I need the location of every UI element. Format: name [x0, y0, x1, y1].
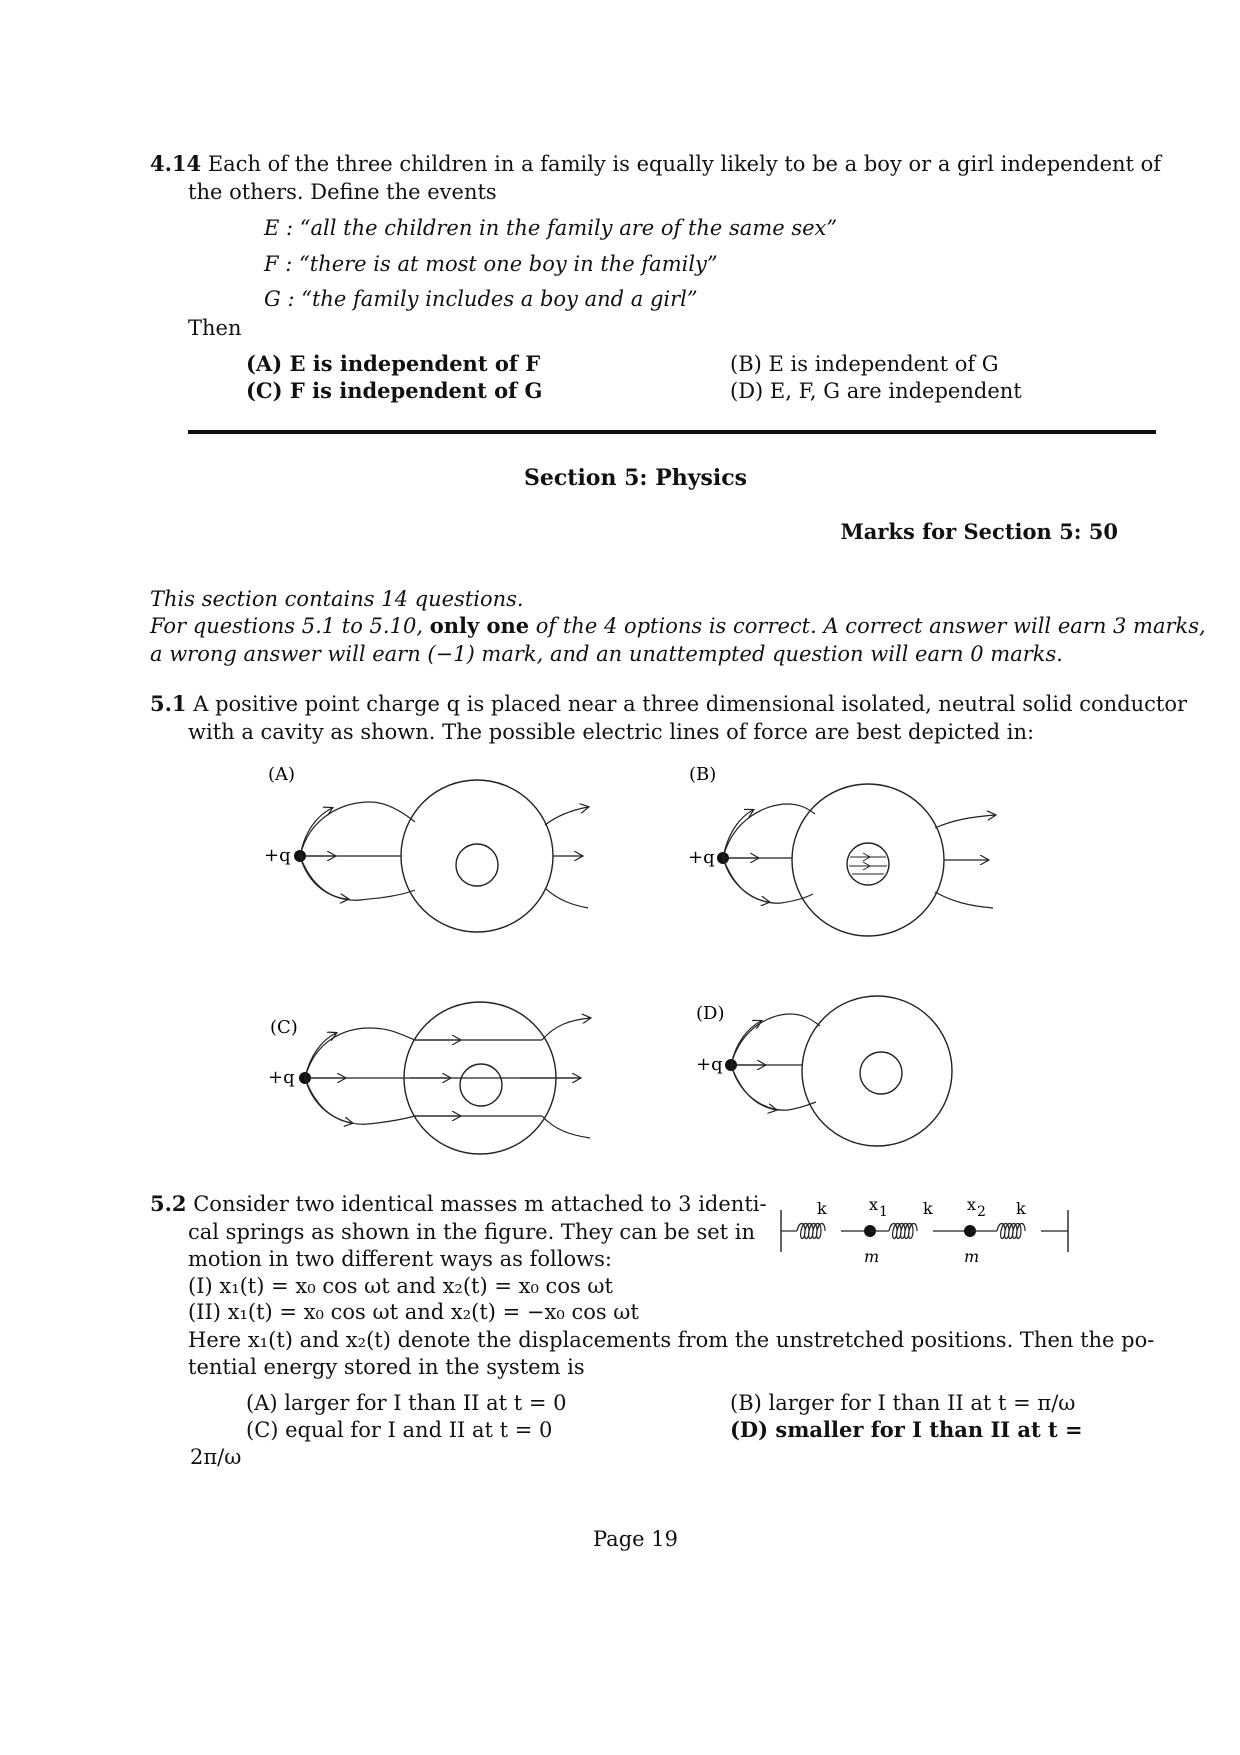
q414-option-c [246, 377, 542, 405]
cavity [860, 1052, 902, 1094]
field-line-arrow [545, 807, 588, 825]
spring-2 [889, 1224, 917, 1239]
q52-mode-2: (II) x₁(t) = x₀ cos ωt and x₂(t) = −x₀ cos ωt [188, 1300, 639, 1324]
cavity [456, 844, 498, 886]
charge-label: +q [268, 1067, 295, 1088]
event-label: F : [264, 252, 293, 276]
q52-option-a: (A) larger for I than II at t = 0 [246, 1391, 567, 1415]
field-line-arrow [300, 856, 348, 899]
q52-text-line1: Consider two identical masses m attached to 3 identi- [193, 1192, 767, 1216]
spring-constant-label: k [923, 1199, 933, 1218]
field-line-arrow [731, 1021, 761, 1065]
q414-line2: the others. Define the events [188, 180, 497, 204]
event-label: G : [264, 287, 295, 311]
section-instruction-1: This section contains 14 questions. [150, 587, 524, 611]
q52-line3: motion in two different ways as follows: [188, 1247, 612, 1271]
field-line-arrow [542, 1018, 590, 1040]
instr2-bold: only one [429, 613, 530, 638]
page-number: Page 19 [593, 1527, 678, 1551]
field-line [300, 856, 415, 900]
instr2-pre: For questions 5.1 to 5.10, [150, 614, 423, 638]
event-text: “all the children in the family are of the same sex” [299, 216, 838, 240]
event-text: “the family includes a boy and a girl” [301, 287, 698, 311]
q52-line7: tential energy stored in the system is [188, 1355, 585, 1379]
q414-number: 4.14 [150, 151, 202, 176]
spring-1 [797, 1224, 825, 1239]
figure-c-label: (C) [270, 1017, 298, 1038]
option-label: (D) [730, 379, 764, 403]
q414-event-g [264, 285, 698, 313]
instr2-post: of the 4 options is correct. A correct answer will earn 3 marks, [535, 614, 1206, 638]
field-line [300, 802, 415, 856]
q52-line6: Here x₁(t) and x₂(t) denote the displacements from the unstretched positions. Then the po- [188, 1328, 1155, 1352]
q414-event-e [264, 214, 837, 242]
figure-d [690, 990, 990, 1170]
figure-d-label: (D) [696, 1003, 725, 1024]
field-line [305, 1078, 415, 1124]
spring-mass-figure [775, 1196, 1080, 1268]
q52-option-b: (B) larger for I than II at t = π/ω [730, 1391, 1076, 1415]
cavity [847, 843, 889, 885]
displacement-label-x1: x1 [869, 1196, 888, 1220]
option-label: (C) [246, 378, 283, 403]
displacement-label-x2: x2 [967, 1196, 986, 1220]
figure-b [685, 760, 1025, 970]
conductor [401, 780, 553, 932]
spring-constant-label: k [1016, 1199, 1026, 1218]
option-label: (A) [246, 351, 283, 376]
q414-text-line1: Each of the three children in a family is equally likely to be a boy or a girl independent of [207, 152, 1162, 176]
figure-b-label: (B) [689, 764, 717, 785]
q52-option-c: (C) equal for I and II at t = 0 [246, 1418, 553, 1442]
q51-number: 5.1 [150, 691, 187, 716]
charge-label: +q [696, 1054, 723, 1075]
figure-c [260, 1000, 600, 1180]
conductor [802, 996, 952, 1146]
spring-3 [997, 1224, 1025, 1239]
option-text: F is independent of G [289, 378, 543, 403]
q52-number: 5.2 [150, 1191, 187, 1216]
field-line [542, 1116, 590, 1138]
q52-line1 [150, 1190, 767, 1218]
charge-label: +q [264, 845, 291, 866]
section-instruction-2 [150, 612, 1206, 640]
q52-option-d-continued: 2π/ω [190, 1445, 242, 1469]
q52-line2: cal springs as shown in the figure. They can be set in [188, 1220, 756, 1244]
q414-option-b [730, 350, 999, 378]
field-line-arrow [305, 1078, 352, 1123]
mass-label: m [964, 1247, 980, 1266]
event-label: E : [264, 216, 294, 240]
cavity-field-arrows [863, 853, 870, 870]
q414-option-d [730, 377, 1022, 405]
figure-a-label: (A) [268, 764, 296, 785]
charge-label: +q [688, 847, 715, 868]
field-line [545, 888, 588, 908]
field-line-arrow [723, 858, 769, 902]
q414-event-f [264, 250, 718, 278]
section-instruction-3: a wrong answer will earn (−1) mark, and an unattempted question will earn 0 marks. [150, 642, 1063, 666]
q52-mode-1: (I) x₁(t) = x₀ cos ωt and x₂(t) = x₀ cos ωt [188, 1274, 613, 1298]
q51-line2: with a cavity as shown. The possible electric lines of force are best depicted in: [188, 720, 1035, 744]
q51-line1 [150, 690, 1187, 718]
field-line-arrow [723, 810, 753, 858]
field-line [305, 1028, 415, 1078]
field-line [723, 858, 813, 903]
option-text: E is independent of F [289, 351, 541, 376]
q414-then: Then [188, 316, 242, 340]
q414-option-a [246, 350, 540, 378]
q414-line1 [150, 150, 1161, 178]
q52-option-d: (D) smaller for I than II at t = [730, 1417, 1083, 1442]
mass-label: m [864, 1247, 880, 1266]
option-label: (B) [730, 352, 762, 376]
figure-a [260, 760, 600, 970]
option-text: E is independent of G [768, 352, 999, 376]
field-line [731, 1014, 820, 1065]
field-line-arrow [935, 815, 995, 828]
section-title: Section 5: Physics [524, 465, 748, 491]
section-divider [188, 430, 1156, 434]
option-text: E, F, G are independent [769, 379, 1022, 403]
section-marks: Marks for Section 5: 50 [840, 519, 1118, 544]
event-text: “there is at most one boy in the family” [299, 252, 718, 276]
field-line [935, 892, 993, 908]
q51-text-line1: A positive point charge q is placed near a three dimensional isolated, neutral solid conductor [193, 692, 1188, 716]
spring-constant-label: k [817, 1199, 827, 1218]
field-line-arrow [731, 1065, 776, 1110]
field-line [723, 804, 815, 858]
conductor [792, 784, 944, 936]
cavity-field-lines [849, 857, 887, 874]
cavity [460, 1064, 502, 1106]
